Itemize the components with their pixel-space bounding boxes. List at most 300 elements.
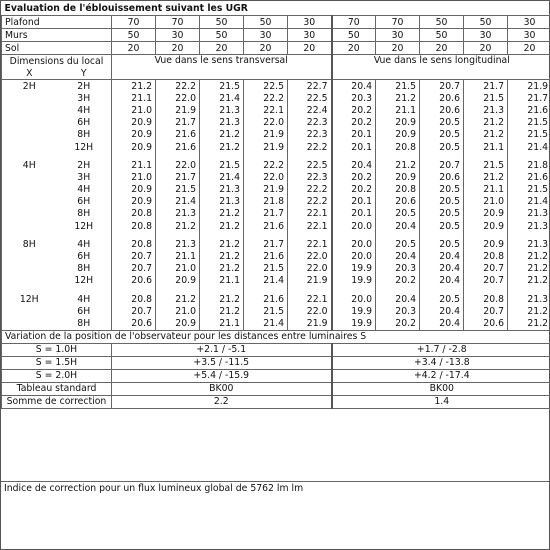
variation-row (2, 369, 550, 382)
ugr-value-transversal: 21.0 (156, 263, 200, 275)
table-row (2, 80, 550, 93)
ugr-value-transversal: 21.2 (156, 220, 200, 232)
ugr-value-transversal: 21.4 (156, 196, 200, 208)
reflectance-value: 50 (200, 29, 244, 42)
ugr-value-transversal: 22.3 (288, 171, 332, 183)
room-x (2, 305, 57, 317)
spacing-label: S = 2.0H (2, 369, 112, 382)
variation-longitudinal: +1.7 / -2.8 (332, 343, 550, 356)
ugr-value-longitudinal: 21.6 (508, 104, 550, 116)
ugr-value-transversal: 20.7 (112, 263, 156, 275)
table-title: Evaluation de l'éblouissement suivant les UGR (2, 1, 550, 16)
ugr-value-transversal: 21.3 (156, 208, 200, 220)
room-x: 12H (2, 293, 57, 305)
room-y: 12H (57, 141, 112, 153)
ugr-value-longitudinal: 21.2 (464, 117, 508, 129)
ugr-value-longitudinal: 20.7 (464, 275, 508, 287)
ugr-value-transversal: 22.0 (156, 92, 200, 104)
ugr-value-transversal: 20.9 (112, 196, 156, 208)
ugr-value-transversal: 21.9 (288, 275, 332, 287)
ugr-value-transversal: 20.8 (112, 220, 156, 232)
ugr-value-transversal: 21.6 (244, 250, 288, 262)
ugr-value-longitudinal: 20.4 (420, 275, 464, 287)
ugr-value-transversal: 22.1 (288, 220, 332, 232)
ugr-value-longitudinal: 20.1 (332, 141, 376, 153)
room-y: 8H (57, 208, 112, 220)
table-row (2, 317, 550, 330)
table-row (2, 250, 550, 262)
ugr-value-transversal: 22.0 (244, 117, 288, 129)
ugr-value-longitudinal: 20.4 (332, 159, 376, 171)
reflectance-value: 20 (376, 42, 420, 55)
room-y: 4H (57, 293, 112, 305)
ugr-value-longitudinal: 21.2 (376, 92, 420, 104)
ugr-value-transversal: 21.5 (200, 80, 244, 93)
reflectance-label: Murs (2, 29, 112, 42)
table-row (2, 141, 550, 153)
room-x (2, 104, 57, 116)
longitudinal-label: Vue dans le sens longitudinal (332, 55, 550, 80)
ugr-value-longitudinal: 21.4 (508, 196, 550, 208)
ugr-value-longitudinal: 20.5 (420, 184, 464, 196)
ugr-value-longitudinal: 20.4 (376, 220, 420, 232)
ugr-value-longitudinal: 20.1 (332, 196, 376, 208)
ugr-value-transversal: 21.7 (156, 117, 200, 129)
ugr-value-transversal: 20.6 (112, 317, 156, 330)
ugr-value-longitudinal: 20.4 (376, 250, 420, 262)
ugr-value-transversal: 20.9 (112, 184, 156, 196)
ugr-value-longitudinal: 20.4 (420, 317, 464, 330)
footer-note-area (1, 481, 549, 550)
ugr-value-longitudinal: 20.2 (332, 171, 376, 183)
room-y: 8H (57, 129, 112, 141)
standard-longitudinal: BK00 (332, 382, 550, 395)
ugr-value-transversal: 21.1 (112, 92, 156, 104)
ugr-value-longitudinal: 20.5 (376, 208, 420, 220)
ugr-value-transversal: 21.2 (200, 238, 244, 250)
dimensions-label: Dimensions du local (2, 55, 112, 68)
ugr-value-longitudinal: 20.5 (376, 238, 420, 250)
ugr-value-longitudinal: 21.1 (464, 184, 508, 196)
reflectance-value: 70 (112, 16, 156, 29)
ugr-value-transversal: 21.2 (156, 293, 200, 305)
ugr-value-transversal: 21.2 (200, 305, 244, 317)
ugr-value-longitudinal: 21.2 (464, 171, 508, 183)
reflectance-value: 20 (156, 42, 200, 55)
transversal-label: Vue dans le sens transversal (112, 55, 332, 80)
ugr-value-transversal: 21.9 (244, 129, 288, 141)
reflectance-value: 20 (464, 42, 508, 55)
ugr-value-longitudinal: 21.7 (464, 80, 508, 93)
ugr-value-transversal: 21.2 (200, 129, 244, 141)
ugr-value-longitudinal: 21.3 (508, 220, 550, 232)
reflectance-value: 30 (156, 29, 200, 42)
ugr-value-transversal: 21.2 (200, 208, 244, 220)
ugr-value-transversal: 21.6 (156, 129, 200, 141)
room-x: 4H (2, 159, 57, 171)
ugr-value-longitudinal: 20.2 (332, 104, 376, 116)
correction-row (2, 395, 550, 408)
room-x (2, 171, 57, 183)
ugr-value-longitudinal: 20.0 (332, 238, 376, 250)
ugr-value-transversal: 21.7 (156, 171, 200, 183)
ugr-value-longitudinal: 20.4 (420, 305, 464, 317)
room-y: 4H (57, 184, 112, 196)
ugr-value-longitudinal: 21.1 (464, 141, 508, 153)
ugr-value-longitudinal: 21.9 (508, 80, 550, 93)
ugr-value-longitudinal: 21.0 (464, 196, 508, 208)
variation-transversal: +3.5 / -11.5 (112, 356, 332, 369)
ugr-value-transversal: 21.3 (156, 238, 200, 250)
ugr-value-longitudinal: 20.8 (376, 141, 420, 153)
ugr-value-longitudinal: 21.2 (508, 250, 550, 262)
table-row (2, 129, 550, 141)
ugr-value-longitudinal: 20.6 (376, 196, 420, 208)
ugr-value-transversal: 21.3 (200, 104, 244, 116)
room-x (2, 129, 57, 141)
ugr-value-longitudinal: 20.2 (376, 275, 420, 287)
reflectance-label: Plafond (2, 16, 112, 29)
ugr-value-longitudinal: 21.5 (464, 159, 508, 171)
ugr-value-longitudinal: 19.9 (332, 263, 376, 275)
ugr-value-transversal: 22.5 (288, 92, 332, 104)
room-y: 4H (57, 104, 112, 116)
ugr-value-transversal: 20.8 (112, 238, 156, 250)
reflectance-value: 70 (332, 16, 376, 29)
variation-row (2, 356, 550, 369)
ugr-value-transversal: 22.0 (156, 159, 200, 171)
spacing-label: S = 1.5H (2, 356, 112, 369)
ugr-value-transversal: 20.7 (112, 250, 156, 262)
ugr-value-longitudinal: 20.9 (464, 238, 508, 250)
ugr-value-longitudinal: 21.2 (508, 263, 550, 275)
table-row (2, 171, 550, 183)
room-x: 8H (2, 238, 57, 250)
variation-label: Variation de la position de l'observateur pour les distances entre luminaires S (2, 330, 550, 343)
room-y: 6H (57, 305, 112, 317)
ugr-value-longitudinal: 21.2 (508, 275, 550, 287)
ugr-value-transversal: 20.6 (112, 275, 156, 287)
ugr-value-transversal: 20.8 (112, 208, 156, 220)
ugr-value-longitudinal: 20.2 (332, 184, 376, 196)
ugr-value-transversal: 21.3 (200, 196, 244, 208)
ugr-value-longitudinal: 21.2 (464, 129, 508, 141)
room-x (2, 141, 57, 153)
room-x (2, 275, 57, 287)
ugr-value-transversal: 21.0 (112, 171, 156, 183)
table-row (2, 305, 550, 317)
ugr-value-longitudinal: 21.5 (376, 80, 420, 93)
reflectance-row (2, 29, 550, 42)
ugr-value-transversal: 21.0 (112, 104, 156, 116)
variation-row (2, 343, 550, 356)
ugr-value-transversal: 20.9 (112, 129, 156, 141)
standard-transversal: BK00 (112, 382, 332, 395)
ugr-value-transversal: 21.2 (200, 293, 244, 305)
y-label: Y (57, 67, 112, 80)
correction-transversal: 2.2 (112, 395, 332, 408)
room-x (2, 184, 57, 196)
ugr-value-longitudinal: 20.4 (332, 80, 376, 93)
ugr-value-longitudinal: 20.3 (376, 305, 420, 317)
reflectance-value: 70 (156, 16, 200, 29)
ugr-value-longitudinal: 20.0 (332, 220, 376, 232)
room-y: 6H (57, 117, 112, 129)
ugr-value-longitudinal: 20.3 (376, 263, 420, 275)
reflectance-value: 70 (376, 16, 420, 29)
reflectance-value: 50 (112, 29, 156, 42)
ugr-value-transversal: 20.9 (112, 117, 156, 129)
reflectance-value: 20 (508, 42, 550, 55)
ugr-value-transversal: 22.5 (288, 159, 332, 171)
ugr-value-transversal: 21.9 (288, 317, 332, 330)
table-row (2, 92, 550, 104)
ugr-value-transversal: 22.1 (288, 238, 332, 250)
ugr-value-transversal: 22.5 (244, 80, 288, 93)
ugr-value-longitudinal: 20.6 (420, 92, 464, 104)
ugr-value-longitudinal: 20.5 (420, 141, 464, 153)
ugr-value-transversal: 21.7 (244, 238, 288, 250)
reflectance-value: 20 (200, 42, 244, 55)
ugr-value-longitudinal: 21.4 (508, 141, 550, 153)
ugr-value-transversal: 21.1 (112, 159, 156, 171)
ugr-value-longitudinal: 21.3 (508, 293, 550, 305)
room-y: 8H (57, 317, 112, 330)
variation-transversal: +2.1 / -5.1 (112, 343, 332, 356)
ugr-value-longitudinal: 21.5 (508, 184, 550, 196)
ugr-value-transversal: 21.7 (244, 208, 288, 220)
room-y: 8H (57, 263, 112, 275)
ugr-value-transversal: 22.2 (244, 92, 288, 104)
reflectance-value: 30 (288, 29, 332, 42)
ugr-value-longitudinal: 20.2 (332, 117, 376, 129)
ugr-value-transversal: 21.3 (200, 184, 244, 196)
reflectance-row (2, 42, 550, 55)
ugr-value-transversal: 21.6 (244, 220, 288, 232)
ugr-value-transversal: 21.2 (200, 220, 244, 232)
ugr-value-transversal: 22.1 (244, 104, 288, 116)
ugr-value-transversal: 21.6 (244, 293, 288, 305)
reflectance-value: 50 (420, 16, 464, 29)
table-row (2, 275, 550, 287)
ugr-value-longitudinal: 20.9 (376, 171, 420, 183)
room-x: 2H (2, 80, 57, 93)
ugr-value-longitudinal: 20.1 (332, 129, 376, 141)
ugr-value-longitudinal: 21.2 (508, 305, 550, 317)
reflectance-value: 20 (112, 42, 156, 55)
ugr-value-longitudinal: 20.7 (420, 80, 464, 93)
ugr-value-longitudinal: 21.5 (508, 117, 550, 129)
ugr-value-longitudinal: 20.9 (464, 220, 508, 232)
ugr-value-longitudinal: 20.7 (464, 263, 508, 275)
ugr-value-longitudinal: 20.5 (420, 238, 464, 250)
table-row (2, 184, 550, 196)
table-row (2, 159, 550, 171)
ugr-value-longitudinal: 20.5 (420, 220, 464, 232)
room-x (2, 263, 57, 275)
standard-row (2, 382, 550, 395)
ugr-value-transversal: 22.1 (288, 293, 332, 305)
table-row (2, 104, 550, 116)
room-y: 12H (57, 220, 112, 232)
ugr-value-transversal: 22.0 (244, 171, 288, 183)
ugr-value-transversal: 21.0 (156, 305, 200, 317)
reflectance-value: 50 (420, 29, 464, 42)
table-row (2, 117, 550, 129)
ugr-value-longitudinal: 21.3 (464, 104, 508, 116)
ugr-value-transversal: 21.1 (200, 275, 244, 287)
reflectance-value: 50 (244, 16, 288, 29)
ugr-value-transversal: 22.3 (288, 117, 332, 129)
ugr-value-longitudinal: 21.2 (508, 317, 550, 330)
ugr-value-longitudinal: 20.9 (376, 129, 420, 141)
ugr-value-transversal: 21.5 (244, 305, 288, 317)
ugr-value-transversal: 21.3 (200, 117, 244, 129)
room-x (2, 208, 57, 220)
ugr-value-transversal: 20.8 (112, 293, 156, 305)
reflectance-value: 50 (464, 16, 508, 29)
ugr-value-transversal: 22.2 (156, 80, 200, 93)
variation-label-row (2, 330, 550, 343)
ugr-value-longitudinal: 20.5 (420, 196, 464, 208)
ugr-value-longitudinal: 19.9 (332, 305, 376, 317)
ugr-value-longitudinal: 19.9 (332, 275, 376, 287)
ugr-value-transversal: 22.0 (288, 263, 332, 275)
reflectance-value: 20 (332, 42, 376, 55)
ugr-value-transversal: 22.2 (244, 159, 288, 171)
ugr-value-longitudinal: 20.1 (332, 208, 376, 220)
ugr-value-longitudinal: 19.9 (332, 317, 376, 330)
table-row (2, 220, 550, 232)
room-x (2, 92, 57, 104)
footer-note: Indice de correction pour un flux lumineux global de 5762 lm lm (4, 483, 304, 494)
ugr-value-longitudinal: 20.0 (332, 250, 376, 262)
room-y: 2H (57, 159, 112, 171)
ugr-value-transversal: 21.2 (200, 263, 244, 275)
table-row (2, 263, 550, 275)
ugr-value-longitudinal: 20.6 (420, 104, 464, 116)
reflectance-value: 30 (376, 29, 420, 42)
ugr-value-transversal: 22.1 (288, 208, 332, 220)
dimension-header-row (2, 55, 550, 68)
variation-transversal: +5.4 / -15.9 (112, 369, 332, 382)
ugr-value-transversal: 22.7 (288, 80, 332, 93)
ugr-value-longitudinal: 20.5 (420, 208, 464, 220)
ugr-value-transversal: 21.2 (200, 250, 244, 262)
ugr-value-longitudinal: 20.7 (464, 305, 508, 317)
ugr-value-longitudinal: 21.6 (508, 171, 550, 183)
ugr-value-longitudinal: 20.6 (464, 317, 508, 330)
ugr-value-transversal: 21.9 (156, 104, 200, 116)
title-row (2, 1, 550, 16)
ugr-value-transversal: 22.2 (288, 141, 332, 153)
ugr-value-longitudinal: 20.4 (420, 250, 464, 262)
room-y: 6H (57, 196, 112, 208)
ugr-value-transversal: 21.4 (244, 275, 288, 287)
reflectance-value: 20 (244, 42, 288, 55)
standard-label: Tableau standard (2, 382, 112, 395)
room-y: 3H (57, 171, 112, 183)
ugr-value-transversal: 21.4 (244, 317, 288, 330)
reflectance-value: 50 (200, 16, 244, 29)
ugr-value-longitudinal: 20.5 (420, 293, 464, 305)
ugr-value-longitudinal: 21.7 (508, 92, 550, 104)
reflectance-value: 30 (508, 29, 550, 42)
ugr-value-longitudinal: 20.5 (420, 129, 464, 141)
room-y: 3H (57, 92, 112, 104)
ugr-value-transversal: 22.4 (288, 104, 332, 116)
ugr-value-longitudinal: 20.3 (332, 92, 376, 104)
ugr-value-transversal: 22.2 (288, 196, 332, 208)
room-x (2, 220, 57, 232)
ugr-value-transversal: 21.9 (244, 141, 288, 153)
ugr-value-transversal: 21.1 (156, 250, 200, 262)
ugr-value-transversal: 20.9 (156, 275, 200, 287)
reflectance-value: 20 (420, 42, 464, 55)
reflectance-value: 30 (508, 16, 550, 29)
correction-label: Somme de correction (2, 395, 112, 408)
ugr-value-transversal: 21.6 (156, 141, 200, 153)
reflectance-value: 30 (464, 29, 508, 42)
ugr-value-transversal: 21.5 (200, 159, 244, 171)
reflectance-label: Sol (2, 42, 112, 55)
ugr-value-longitudinal: 21.3 (508, 208, 550, 220)
ugr-value-longitudinal: 21.5 (508, 129, 550, 141)
room-y: 2H (57, 80, 112, 93)
ugr-value-transversal: 21.4 (200, 171, 244, 183)
ugr-value-longitudinal: 20.0 (332, 293, 376, 305)
ugr-value-longitudinal: 20.9 (464, 208, 508, 220)
reflectance-row (2, 16, 550, 29)
correction-longitudinal: 1.4 (332, 395, 550, 408)
table-row (2, 293, 550, 305)
ugr-value-longitudinal: 21.8 (508, 159, 550, 171)
spacing-label: S = 1.0H (2, 343, 112, 356)
ugr-value-transversal: 21.2 (200, 141, 244, 153)
ugr-value-transversal: 21.5 (244, 263, 288, 275)
room-x (2, 317, 57, 330)
room-x (2, 117, 57, 129)
reflectance-value: 20 (288, 42, 332, 55)
ugr-value-longitudinal: 20.8 (464, 250, 508, 262)
room-x (2, 250, 57, 262)
ugr-value-longitudinal: 21.2 (376, 159, 420, 171)
ugr-value-longitudinal: 20.8 (376, 184, 420, 196)
ugr-value-longitudinal: 20.5 (420, 117, 464, 129)
ugr-value-longitudinal: 20.6 (420, 171, 464, 183)
ugr-value-transversal: 21.9 (244, 184, 288, 196)
ugr-value-transversal: 20.7 (112, 305, 156, 317)
ugr-value-transversal: 22.0 (288, 305, 332, 317)
ugr-value-transversal: 22.2 (288, 184, 332, 196)
room-x (2, 196, 57, 208)
table-row (2, 238, 550, 250)
ugr-value-transversal: 21.5 (156, 184, 200, 196)
ugr-value-longitudinal: 21.5 (464, 92, 508, 104)
ugr-value-longitudinal: 21.1 (376, 104, 420, 116)
ugr-value-transversal: 21.4 (200, 92, 244, 104)
reflectance-value: 30 (288, 16, 332, 29)
ugr-value-longitudinal: 20.9 (376, 117, 420, 129)
ugr-value-longitudinal: 20.8 (464, 293, 508, 305)
variation-longitudinal: +4.2 / -17.4 (332, 369, 550, 382)
ugr-value-longitudinal: 20.4 (376, 293, 420, 305)
ugr-value-transversal: 21.1 (200, 317, 244, 330)
variation-longitudinal: +3.4 / -13.8 (332, 356, 550, 369)
table-row (2, 208, 550, 220)
x-label: X (2, 67, 57, 80)
table-row (2, 196, 550, 208)
